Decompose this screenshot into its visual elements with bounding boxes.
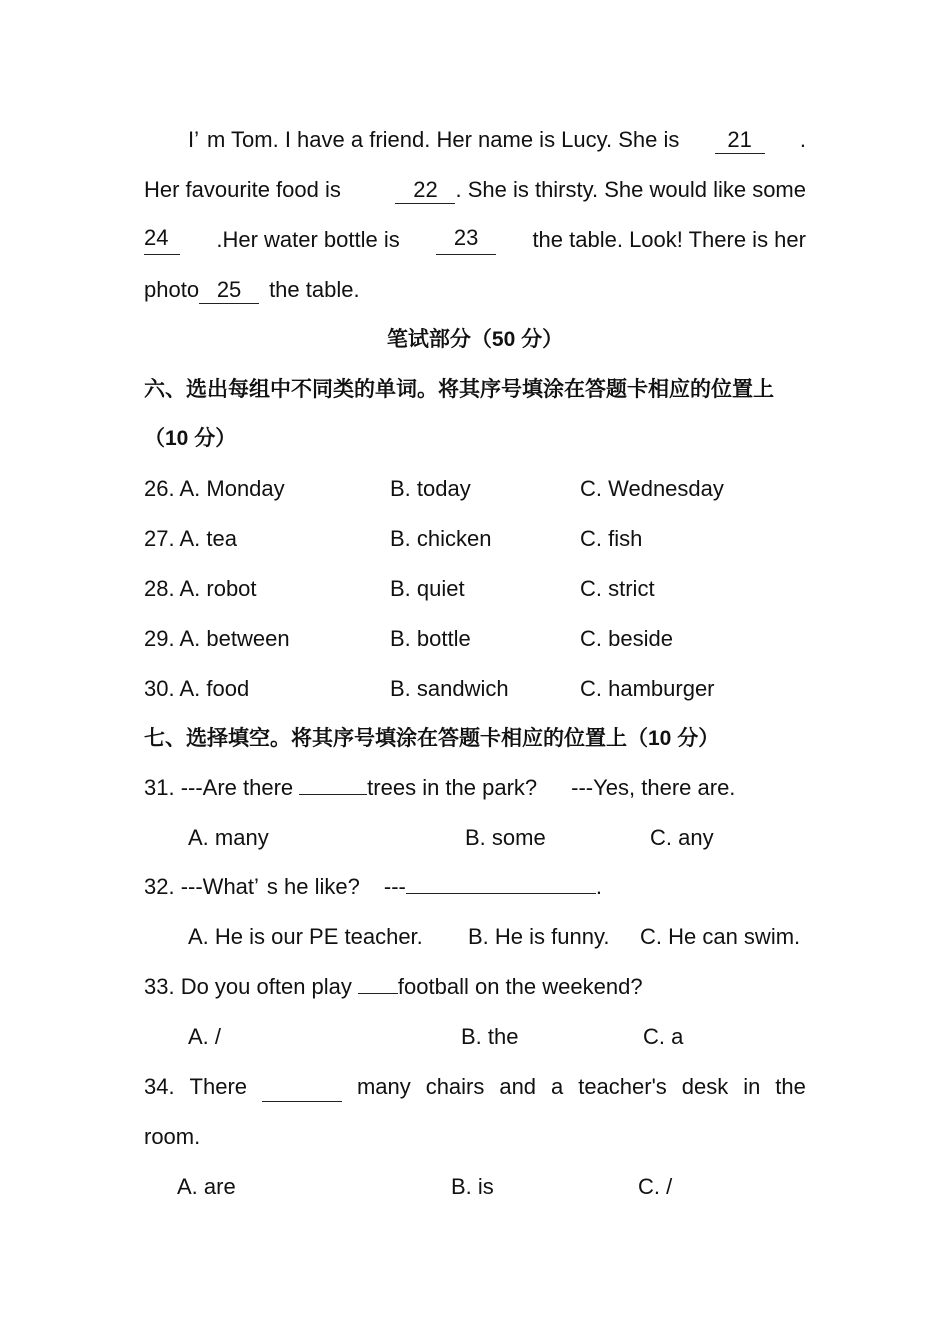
q33-stem <box>144 972 643 1002</box>
q31-stem <box>144 773 735 803</box>
q32-option-a[interactable]: A. He is our PE teacher. <box>188 924 423 949</box>
q34-option-b[interactable]: B. is <box>451 1174 494 1199</box>
q34-word: teacher's <box>578 1074 667 1099</box>
q26-option-b[interactable]: B. today <box>390 476 471 501</box>
q28-option-a[interactable]: 28. A. robot <box>144 576 257 601</box>
q33-text: football on the weekend? <box>397 974 643 999</box>
passage-text: the table. <box>269 277 360 302</box>
q31-answer-text: ---Yes, there are. <box>571 775 736 800</box>
passage-text: Her favourite food is <box>144 177 341 202</box>
passage-line-3 <box>144 225 806 255</box>
q27-option-b[interactable]: B. chicken <box>390 526 492 551</box>
section-6-heading: 六、选出每组中不同类的单词。将其序号填涂在答题卡相应的位置上 <box>144 378 774 401</box>
q31-text: trees in the park? <box>367 775 538 800</box>
q32-text: --- <box>383 874 406 899</box>
q34-word: in <box>743 1074 761 1099</box>
q29-option-a[interactable]: 29. A. between <box>144 626 290 651</box>
q30-option-c[interactable]: C. hamburger <box>580 676 715 701</box>
q33-text: 33. Do you often play <box>144 974 352 999</box>
blank-23[interactable]: 23 <box>436 225 496 255</box>
blank-22[interactable]: 22 <box>395 177 455 204</box>
q27-option-a[interactable]: 27. A. tea <box>144 526 237 551</box>
q31-blank[interactable] <box>299 794 367 795</box>
q30-option-a[interactable]: 30. A. food <box>144 676 250 701</box>
q34-word: There <box>189 1074 248 1099</box>
passage-text: .Her water bottle is <box>216 227 400 252</box>
q33-option-b[interactable]: B. the <box>461 1024 519 1049</box>
q34-word: and <box>499 1074 537 1099</box>
blank-21[interactable]: 21 <box>715 127 765 154</box>
passage-line-1 <box>188 125 806 155</box>
passage-line-4 <box>144 275 360 305</box>
q34-stem-line-1 <box>144 1072 806 1102</box>
q26-option-c[interactable]: C. Wednesday <box>580 476 724 501</box>
q30-option-b[interactable]: B. sandwich <box>390 676 509 701</box>
q34-word: desk <box>681 1074 729 1099</box>
q32-blank[interactable] <box>406 893 596 894</box>
q29-option-b[interactable]: B. bottle <box>390 626 471 651</box>
passage-text: I’ m Tom. I have a friend. Her name is Lucy. She is <box>188 127 680 152</box>
q27-option-c[interactable]: C. fish <box>580 526 643 551</box>
q34-word: chairs <box>425 1074 485 1099</box>
q31-text: 31. ---Are there <box>144 775 294 800</box>
written-part-title: 笔试部分（50 分） <box>386 328 564 351</box>
q32-text: 32. ---What’ <box>144 874 259 899</box>
q31-option-c[interactable]: C. any <box>650 825 714 850</box>
q28-option-c[interactable]: C. strict <box>580 576 655 601</box>
q32-option-c[interactable]: C. He can swim. <box>640 924 801 949</box>
q33-blank[interactable] <box>358 993 398 994</box>
q32-option-b[interactable]: B. He is funny. <box>468 924 610 949</box>
q26-option-a[interactable]: 26. A. Monday <box>144 476 285 501</box>
section-6-score: （10 分） <box>144 427 237 450</box>
blank-25[interactable]: 25 <box>199 277 259 304</box>
q29-option-c[interactable]: C. beside <box>580 626 673 651</box>
q32-text: s he like? <box>266 874 360 899</box>
passage-text: . <box>799 127 806 152</box>
q34-stem-line-2: room. <box>144 1124 201 1149</box>
passage-text: the table. Look! There is her <box>532 227 806 252</box>
q34-blank[interactable] <box>262 1072 342 1102</box>
q34-option-c[interactable]: C. / <box>638 1174 673 1199</box>
q32-text: . <box>595 874 602 899</box>
q33-option-c[interactable]: C. a <box>643 1024 684 1049</box>
q34-word: a <box>551 1074 564 1099</box>
q34-word: 34. <box>144 1074 175 1099</box>
passage-text: photo <box>144 277 200 302</box>
passage-line-2 <box>144 175 806 205</box>
q28-option-b[interactable]: B. quiet <box>390 576 465 601</box>
blank-24[interactable]: 24 <box>144 225 180 255</box>
q34-word: many <box>356 1074 411 1099</box>
section-7-heading: 七、选择填空。将其序号填涂在答题卡相应的位置上（10 分） <box>144 727 720 750</box>
q34-option-a[interactable]: A. are <box>177 1174 236 1199</box>
q33-option-a[interactable]: A. / <box>188 1024 222 1049</box>
q34-word: the <box>775 1074 806 1099</box>
q31-option-b[interactable]: B. some <box>465 825 546 850</box>
passage-text: . She is thirsty. She would like some <box>455 177 806 202</box>
q32-stem <box>144 872 602 902</box>
q31-option-a[interactable]: A. many <box>188 825 269 850</box>
